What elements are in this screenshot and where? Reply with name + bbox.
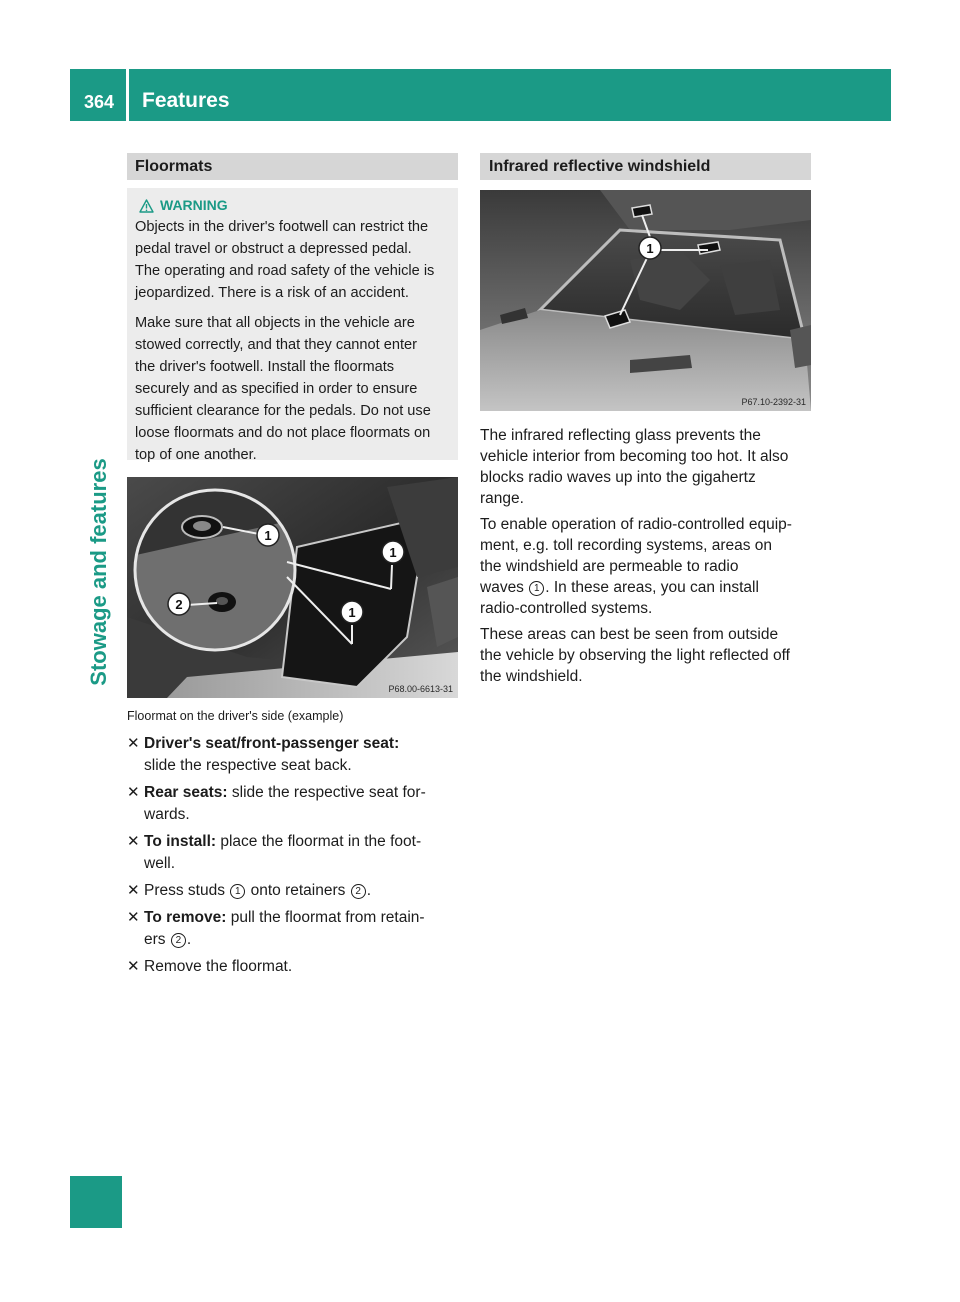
text-line: range. <box>480 490 524 507</box>
step-bullet-icon: ✕ <box>127 833 140 850</box>
figure-code: P68.00-6613-31 <box>388 684 453 694</box>
step-item <box>127 831 462 875</box>
text-line: ment, e.g. toll recording systems, areas on <box>480 537 773 554</box>
text-line: To enable operation of radio-controlled equip- <box>480 516 792 533</box>
step-item <box>127 956 462 978</box>
warning-line: pedal travel or obstruct a depressed pedal. <box>135 241 412 257</box>
step-item <box>127 907 462 951</box>
step-text: well. <box>144 855 176 872</box>
step-keyword: To install: <box>144 833 217 850</box>
step-bullet-icon: ✕ <box>127 882 140 899</box>
text-line: radio-controlled systems. <box>480 600 653 617</box>
warning-paragraph-1 <box>135 216 452 304</box>
warning-triangle-icon <box>139 199 154 213</box>
text-line: the windshield. <box>480 668 583 685</box>
step-text: Press studs <box>144 882 225 899</box>
warning-header <box>135 194 452 216</box>
step-text: Remove the floormat. <box>144 958 293 975</box>
warning-line: stowed correctly, and that they cannot enter <box>135 337 418 353</box>
windshield-body-text <box>480 425 815 692</box>
step-text: slide the respective seat back. <box>144 757 352 774</box>
callout-ref-2: 2 <box>351 884 366 899</box>
callout-2-label: 2 <box>175 597 183 612</box>
step-text: pull the floormat from retain- <box>230 909 425 926</box>
callout-ref-1: 1 <box>529 581 544 596</box>
windshield-illustration <box>480 190 811 411</box>
page-number: 364 <box>84 92 115 112</box>
step-keyword: To remove: <box>144 909 227 926</box>
chapter-side-label-text: Stowage and features <box>86 458 111 686</box>
text-line: These areas can best be seen from outside <box>480 626 779 643</box>
step-text: . <box>186 931 192 948</box>
warning-box <box>127 188 458 463</box>
figure-caption: Floormat on the driver's side (example) <box>127 709 344 723</box>
text-line: . In these areas, you can install <box>545 579 759 596</box>
callout-1 <box>639 237 661 259</box>
warning-line: the driver's footwell. Install the floormats <box>135 359 395 375</box>
step-text: place the floormat in the foot- <box>220 833 422 850</box>
floormat-illustration <box>127 477 458 698</box>
step-bullet-icon: ✕ <box>127 909 140 926</box>
windshield-paragraph-2 <box>480 514 815 619</box>
callout-2 <box>168 593 190 615</box>
header-divider <box>126 69 129 121</box>
warning-line: sufficient clearance for the pedals. Do not use <box>135 403 431 419</box>
text-line: vehicle interior from becoming too hot. It also <box>480 448 789 465</box>
step-text: . <box>366 882 372 899</box>
windshield-paragraph-1 <box>480 425 815 509</box>
callout-1-right <box>382 541 404 563</box>
step-item <box>127 733 462 777</box>
step-bullet-icon: ✕ <box>127 735 140 752</box>
text-line: the windshield are permeable to radio <box>480 558 739 575</box>
warning-paragraph-2 <box>135 312 452 466</box>
callout-ref-1: 1 <box>230 884 245 899</box>
step-item <box>127 880 462 902</box>
callout-1-label: 1 <box>389 545 397 560</box>
callout-1-label: 1 <box>348 605 356 620</box>
warning-line: Make sure that all objects in the vehicle are <box>135 315 415 331</box>
step-bullet-icon: ✕ <box>127 958 140 975</box>
step-bullet-icon: ✕ <box>127 784 140 801</box>
page-title: Features <box>142 89 230 112</box>
callout-1-label: 1 <box>646 241 654 256</box>
section-heading-windshield <box>480 153 811 180</box>
figure-code: P67.10-2392-31 <box>741 397 806 407</box>
warning-line: top of one another. <box>135 447 257 463</box>
step-text: wards. <box>144 806 190 823</box>
warning-label: WARNING <box>160 197 228 213</box>
step-keyword: Driver's seat/front-passenger seat: <box>144 735 400 752</box>
step-text: onto retainers <box>250 882 346 899</box>
section-title-floormats: Floormats <box>135 158 213 175</box>
instruction-steps <box>127 733 462 983</box>
windshield-paragraph-3 <box>480 624 815 687</box>
text-line: The infrared reflecting glass prevents the <box>480 427 761 444</box>
section-heading-floormats <box>127 153 458 180</box>
floormat-illustration-graphic <box>127 477 458 698</box>
warning-line: jeopardized. There is a risk of an accident. <box>135 285 409 301</box>
warning-line: The operating and road safety of the vehicle is <box>135 263 435 279</box>
callout-ref-2: 2 <box>171 933 186 948</box>
chapter-side-block <box>70 1176 122 1228</box>
step-keyword: Rear seats: <box>144 784 228 801</box>
text-line: blocks radio waves up into the gigahertz <box>480 469 756 486</box>
step-text: slide the respective seat for- <box>231 784 426 801</box>
callout-1-bottom <box>341 601 363 623</box>
step-item <box>127 782 462 826</box>
warning-line: loose floormats and do not place floormats on <box>135 425 431 441</box>
text-line: waves <box>480 579 524 596</box>
section-title-windshield: Infrared reflective windshield <box>489 158 711 175</box>
warning-line: Objects in the driver's footwell can restrict the <box>135 219 429 235</box>
step-text: ers <box>144 931 166 948</box>
text-line: the vehicle by observing the light reflected off <box>480 647 790 664</box>
warning-line: securely and as specified in order to ensure <box>135 381 418 397</box>
callout-1-label: 1 <box>264 528 272 543</box>
windshield-illustration-graphic <box>480 190 811 411</box>
callout-1-top <box>257 524 279 546</box>
